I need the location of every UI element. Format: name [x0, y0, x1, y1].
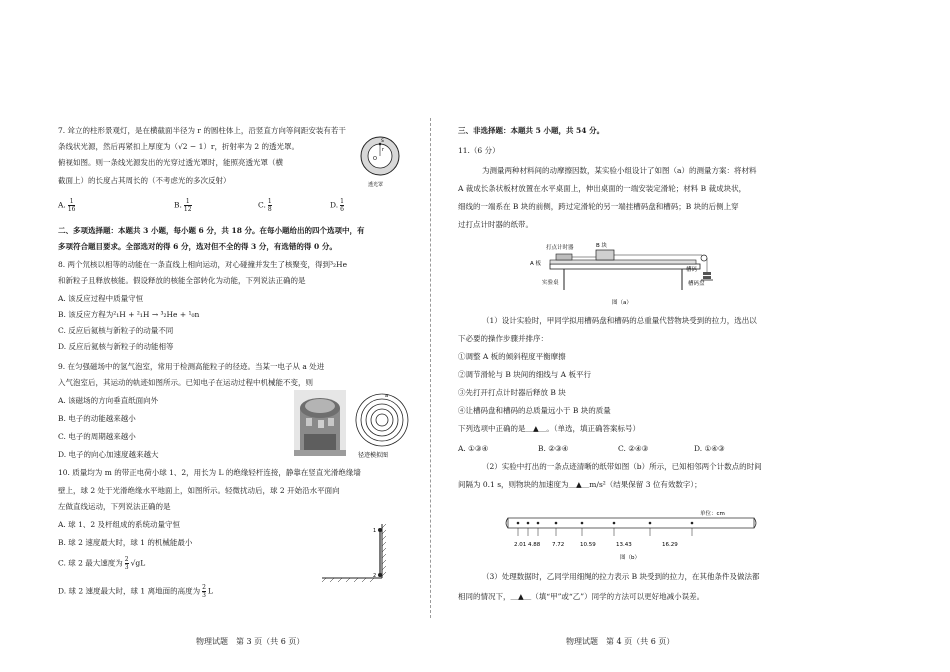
- apparatus-figure-a: [516, 238, 722, 310]
- section2-title-line2: 多项符合题目要求。全部选对的得 6 分，选对但不全的得 3 分，有选错的得 0 分。: [58, 242, 337, 251]
- q10-option-d: D. 球 2 速度最大时，球 1 离地面的高度为 $\frac{2}{3}$ L: [58, 584, 213, 599]
- fig-b-caption: 图（b）: [620, 555, 640, 561]
- q11-heading: 11.（6 分）: [458, 146, 500, 155]
- q7-option-a: A. $\frac{1}{16}$: [58, 198, 76, 213]
- fig-a-caption: 图（a）: [612, 300, 632, 306]
- tape-dot-1: [527, 522, 530, 525]
- q9-option-b: B. 电子的动能越来越小: [58, 414, 136, 423]
- fig-board-label: A 板: [530, 261, 542, 267]
- rod-wall-figure: [320, 522, 392, 582]
- q11-choice-a: A. ①③④: [458, 444, 489, 453]
- fig-weight-label: 槽码: [686, 267, 698, 273]
- fig-label-r: r: [382, 147, 385, 153]
- right-footer: 物理试题 第 4 页（共 6 页）: [566, 637, 675, 646]
- q10-option-b: B. 球 2 速度最大时，球 1 的机械能最小: [58, 538, 193, 547]
- q11-part2-line2: 间隔为 0.1 s，则物块的加速度为＿▲＿m/s²（结果保留 3 位有效数字）；: [458, 480, 702, 489]
- q11-choice-b: B. ②③④: [538, 444, 569, 453]
- tape-distance-label-0: 2.01: [514, 542, 527, 548]
- q8-option-b: B. 该反应方程为²₁H + ²₁H → ³₂He + ¹₀n: [58, 310, 200, 319]
- q9-option-c: C. 电子的周期越来越小: [58, 432, 136, 441]
- left-page: [58, 0, 448, 672]
- spiral-track-figure: [350, 388, 414, 460]
- q11-intro-line3: 细线的一端系在 B 块的前侧，跨过定滑轮的另一端挂槽码盘和槽码；B 块的后侧上穿: [458, 202, 739, 211]
- q10-option-c: C. 球 2 最大速度为 $\frac{2}{3}$ √gL: [58, 556, 146, 571]
- fig-table-label: 实验桌: [542, 280, 559, 286]
- fig-pan-label: 槽码盘: [688, 281, 705, 287]
- q11-step-2: ②调节滑轮与 B 块间的细线与 A 板平行: [458, 370, 591, 379]
- tape-dot-0: [517, 522, 520, 525]
- q7-option-c: C. $\frac{1}{8}$: [258, 198, 272, 213]
- fig-b-unit: 单位：cm: [700, 511, 725, 517]
- fig-caption-track: 径迹模拟图: [358, 452, 389, 459]
- fig-ball-2: 2: [373, 573, 377, 579]
- tape-dot-5: [613, 522, 616, 525]
- tape-distance-label-3: 10.59: [580, 542, 596, 548]
- q7-stem-line4: 截面上）的长度占其周长的（不考虑光的多次反射）: [58, 176, 231, 185]
- section3-title: 三、非选择题：本题共 5 小题，共 54 分。: [458, 126, 605, 135]
- q11-step-1: ①调整 A 板的倾斜程度平衡摩擦: [458, 352, 566, 361]
- q7-stem-line1: 7. 耸立的柱形景观灯，是在横截面半径为 r 的圆柱体上，沿竖直方向等间距安装有若干: [58, 126, 346, 135]
- q7-option-d: D. $\frac{1}{6}$: [330, 198, 344, 213]
- q8-stem-line1: 8. 两个氘核以相等的动能在一条直线上相向运动，对心碰撞并发生了核聚变，得到³₂He: [58, 260, 348, 269]
- q7-stem-line2: 条线状光源，然后再紧扣上厚度为（√2 − 1）r，折射率为 2 的透光罩。: [58, 142, 299, 151]
- tape-dot-6: [649, 522, 652, 525]
- q11-choice-c: C. ②④③: [618, 444, 649, 453]
- bubble-chamber-photo: [294, 390, 346, 456]
- q11-part1-line1: （1）设计实验时，甲同学拟用槽码盘和槽码的总重量代替物块受到的拉力，选出以: [482, 316, 757, 325]
- q9-option-d: D. 电子的向心加速度越来越大: [58, 450, 159, 459]
- q11-part3-line1: （3）处理数据时，乙同学用细绳的拉力表示 B 块受到的拉力，在其他条件及做法都: [482, 572, 760, 581]
- q11-intro-line2: A 裁成长条状板材放置在水平桌面上，伸出桌面的一端安装定滑轮；材料 B 裁成块状，: [458, 184, 747, 193]
- q11-part1-ask: 下列选项中正确的是＿▲＿。（单选，填正确答案标号）: [458, 424, 641, 433]
- fig-block-label: B 块: [596, 243, 608, 249]
- tape-distance-label-2: 7.72: [552, 542, 565, 548]
- tape-distance-label-5: 16.29: [662, 542, 678, 548]
- fig-ball-1: 1: [373, 528, 377, 534]
- q10-stem-line3: 左做直线运动，下列说法正确的是: [58, 502, 171, 511]
- q9-option-a: A. 该磁场的方向垂直纸面向外: [58, 396, 159, 405]
- tape-dot-7: [691, 522, 694, 525]
- q7-stem-line3: 俯视如图。则一条线光源发出的光穿过透光罩时，能照亮透光罩（横: [58, 158, 283, 167]
- q11-intro-line1: 为测量两种材料间的动摩擦因数，某实验小组设计了如图（a）的测量方案：将材料: [482, 166, 757, 175]
- left-footer: 物理试题 第 3 页（共 6 页）: [196, 637, 305, 646]
- q7-option-b: B. $\frac{1}{12}$: [174, 198, 192, 213]
- paper-tape-figure-b: [502, 502, 762, 562]
- lamp-cross-section-figure: [358, 134, 402, 190]
- q9-stem-line1: 9. 在匀强磁场中的氢气泡室，常用于检测高能粒子的径迹。当某一电子从 a 处进: [58, 362, 325, 371]
- q10-stem-line2: 壁上，球 2 处于光滑绝缘水平地面上，如图所示。轻微扰动后，球 2 开始沿水平面向: [58, 486, 340, 495]
- page-divider: [430, 118, 431, 618]
- q11-part2-line1: （2）实验中打出的一条点迹清晰的纸带如图（b）所示，已知相邻两个计数点的时间: [482, 462, 762, 471]
- q10-option-a: A. 球 1、2 及杆组成的系统动量守恒: [58, 520, 180, 529]
- fig-label-s: S: [381, 139, 384, 144]
- q8-option-a: A. 该反应过程中质量守恒: [58, 294, 144, 303]
- q11-part1-line2: 下必要的操作步骤并排序：: [458, 334, 548, 343]
- fig-caption-cover: 透光罩: [368, 182, 384, 188]
- right-page: [458, 0, 848, 672]
- q11-step-3: ③先打开打点计时器后释放 B 块: [458, 388, 566, 397]
- fig-label-o: O: [373, 156, 377, 162]
- section2-title-line1: 二、多项选择题：本题共 3 小题，每小题 6 分，共 18 分。在每小题给出的四个选项中，有: [58, 226, 365, 235]
- q11-part3-line2: 相同的情况下，＿▲＿（填“甲”或“乙”）同学的方法可以更好地减小误差。: [458, 592, 705, 601]
- tape-distance-label-4: 13.43: [616, 542, 632, 548]
- tape-dot-4: [581, 522, 584, 525]
- tape-distance-label-1: 4.88: [528, 542, 541, 548]
- fig-timer-label: 打点计时器: [546, 245, 574, 251]
- tape-dot-3: [555, 522, 558, 525]
- q8-option-c: C. 反应后氦核与新粒子的动量不同: [58, 326, 174, 335]
- q8-option-d: D. 反应后氦核与新粒子的动能相等: [58, 342, 174, 351]
- q11-choice-d: D. ①④③: [694, 444, 725, 453]
- q8-stem-line2: 和新粒子且释放核能。假设释放的核能全部转化为动能，下列说法正确的是: [58, 276, 306, 285]
- q11-intro-line4: 过打点计时器的纸带。: [458, 220, 533, 229]
- fig-point-a: a: [385, 393, 389, 399]
- q10-stem-line1: 10. 质量均为 m 的带正电荷小球 1、2，用长为 L 的绝缘轻杆连接，静靠在竖直光滑绝缘墙: [58, 468, 361, 477]
- q9-stem-line2: 入气泡室后，其运动的轨迹如图所示。已知电子在运动过程中机械能不变，则: [58, 378, 313, 387]
- tape-dot-2: [537, 522, 540, 525]
- q11-step-4: ④让槽码盘和槽码的总质量远小于 B 块的质量: [458, 406, 611, 415]
